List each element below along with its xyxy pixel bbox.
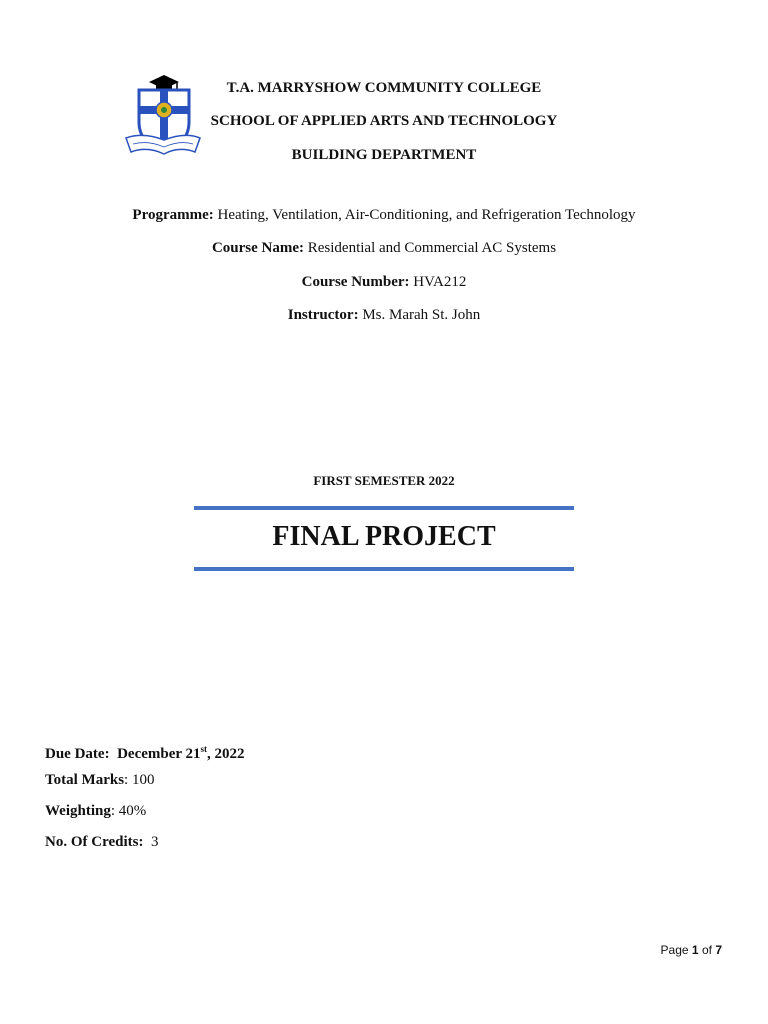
due-date-line bbox=[45, 740, 245, 763]
department-name: BUILDING DEPARTMENT bbox=[291, 147, 477, 163]
due-date-year: , 2022 bbox=[207, 746, 245, 762]
instructor-line bbox=[0, 306, 768, 324]
credits-label: No. Of Credits: bbox=[45, 834, 144, 850]
total-marks-line bbox=[45, 771, 154, 789]
course-name-label: Course Name: bbox=[211, 240, 304, 256]
course-name-line bbox=[0, 239, 768, 257]
college-name: T.A. MARRYSHOW COMMUNITY COLLEGE bbox=[226, 80, 542, 96]
credits-line bbox=[45, 833, 158, 851]
course-number-value: HVA212 bbox=[413, 274, 467, 290]
course-name-value: Residential and Commercial AC Systems bbox=[307, 240, 557, 256]
due-date-suffix: st bbox=[200, 744, 208, 754]
total-marks-label: Total Marks bbox=[45, 772, 125, 788]
course-number-label: Course Number: bbox=[301, 274, 410, 290]
credits-value: 3 bbox=[150, 834, 159, 850]
instructor-label: Instructor: bbox=[287, 307, 359, 323]
weighting-label: Weighting bbox=[45, 803, 111, 819]
document-title: FINAL PROJECT bbox=[272, 521, 496, 552]
page-word: Page bbox=[660, 943, 689, 957]
page-total: 7 bbox=[715, 943, 722, 957]
page-current: 1 bbox=[691, 943, 699, 957]
programme-value: Heating, Ventilation, Air-Conditioning, and Refrigeration Technology bbox=[217, 207, 636, 223]
programme-line bbox=[0, 206, 768, 224]
programme-label: Programme: bbox=[132, 207, 214, 223]
due-date-value: December 21 bbox=[117, 746, 201, 762]
instructor-value: Ms. Marah St. John bbox=[362, 307, 481, 323]
due-date-label: Due Date: bbox=[45, 746, 110, 762]
page-number bbox=[661, 943, 722, 957]
course-number-line bbox=[0, 273, 768, 291]
title-rule-bottom bbox=[194, 567, 574, 571]
weighting-value: : 40% bbox=[110, 803, 147, 819]
school-name: SCHOOL OF APPLIED ARTS AND TECHNOLOGY bbox=[210, 113, 558, 129]
weighting-line bbox=[45, 802, 146, 820]
page-of: of bbox=[701, 943, 712, 957]
semester-label: FIRST SEMESTER 2022 bbox=[313, 473, 455, 488]
title-rule-top bbox=[194, 506, 574, 510]
total-marks-value: : 100 bbox=[124, 772, 155, 788]
